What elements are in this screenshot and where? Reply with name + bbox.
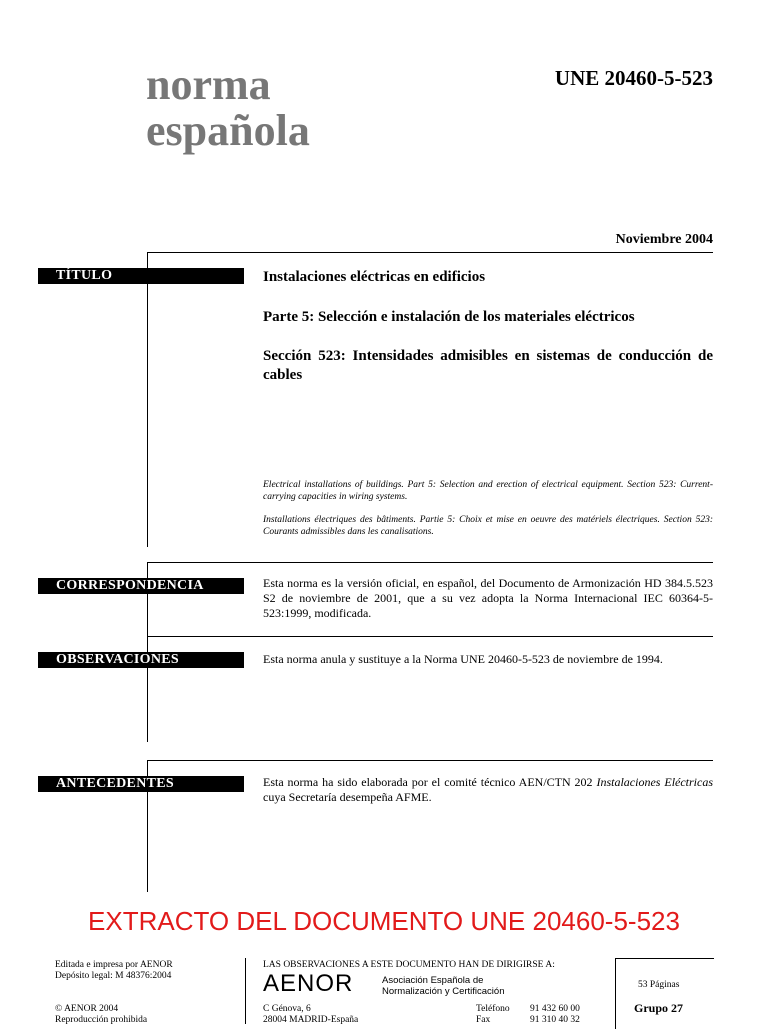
english-title: Electrical installations of buildings. Part 5: Selection and erection of electrical equipment. Section 523: Current-carrying capacities in wiring systems. bbox=[263, 480, 713, 502]
divider-horizontal bbox=[147, 562, 713, 563]
document-section: Sección 523: Intensidades admisibles en sistemas de conducción de cables bbox=[263, 348, 713, 383]
aenor-full-name bbox=[382, 975, 504, 997]
titulo-label: TÍTULO bbox=[38, 268, 244, 284]
aenor-name-line-2: Normalización y Certificación bbox=[382, 986, 505, 997]
fax-number: 91 310 40 32 bbox=[530, 1015, 580, 1025]
antecedentes-text-start: Esta norma ha sido elaborada por el comité técnico AEN/CTN 202 bbox=[263, 775, 597, 789]
page-count: 53 Páginas bbox=[638, 980, 680, 990]
pages-box bbox=[615, 958, 714, 1029]
divider-vertical bbox=[147, 636, 148, 652]
observaciones-label: OBSERVACIONES bbox=[38, 652, 244, 668]
divider-vertical bbox=[147, 284, 148, 547]
antecedentes-label: ANTECEDENTES bbox=[38, 776, 244, 792]
correspondencia-label: CORRESPONDENCIA bbox=[38, 578, 244, 594]
edited-by: Editada e impresa por AENOR bbox=[55, 960, 173, 970]
standard-number: UNE 20460-5-523 bbox=[554, 66, 713, 90]
brand-title bbox=[146, 62, 310, 154]
legal-deposit: Depósito legal: M 48376:2004 bbox=[55, 971, 172, 981]
phone-number: 91 432 60 00 bbox=[530, 1004, 580, 1014]
footer-divider bbox=[245, 958, 246, 1024]
fax-label: Fax bbox=[476, 1015, 491, 1025]
divider-vertical bbox=[147, 668, 148, 742]
observaciones-text: Esta norma anula y sustituye a la Norma UNE 20460-5-523 de noviembre de 1994. bbox=[263, 652, 663, 666]
document-date: Noviembre 2004 bbox=[615, 232, 713, 247]
french-title: Installations électriques des bâtiments. Partie 5: Choix et mise en oeuvre des matériels électriques. Section 523: Courants admissibles dans les canalisations. bbox=[263, 515, 713, 537]
divider-horizontal bbox=[147, 636, 713, 637]
aenor-name-line-1: Asociación Española de bbox=[382, 975, 484, 986]
antecedentes-text-end: cuya Secretaría desempeña AFME. bbox=[263, 790, 432, 804]
divider-horizontal bbox=[147, 252, 713, 253]
observations-note: LAS OBSERVACIONES A ESTE DOCUMENTO HAN DE DIRIGIRSE A: bbox=[263, 960, 555, 970]
document-title: Instalaciones eléctricas en edificios bbox=[263, 269, 486, 285]
divider-vertical bbox=[147, 594, 148, 636]
divider-vertical bbox=[147, 562, 148, 578]
antecedentes-text bbox=[263, 775, 713, 805]
price-group: Grupo 27 bbox=[634, 1001, 684, 1015]
copyright: © AENOR 2004 bbox=[55, 1004, 119, 1014]
correspondencia-text: Esta norma es la versión oficial, en español, del Documento de Armonización HD 384.5.523 S2 de noviembre de 2001, que a su vez adopta la Norma Internacional IEC 60364-5-523:1999, modificada. bbox=[263, 576, 713, 620]
divider-horizontal bbox=[147, 760, 713, 761]
brand-line-2: española bbox=[146, 106, 310, 155]
address-line-2: 28004 MADRID-España bbox=[263, 1015, 359, 1025]
aenor-logo: AENOR bbox=[263, 970, 354, 997]
address-line-1: C Génova, 6 bbox=[263, 1004, 311, 1014]
divider-vertical bbox=[147, 252, 148, 268]
divider-vertical bbox=[147, 792, 148, 892]
brand-line-1: norma bbox=[146, 60, 271, 109]
document-part: Parte 5: Selección e instalación de los materiales eléctricos bbox=[263, 309, 635, 325]
committee-name: Instalaciones Eléctricas bbox=[596, 775, 714, 789]
extract-banner: EXTRACTO DEL DOCUMENTO UNE 20460-5-523 bbox=[88, 906, 680, 936]
phone-label: Teléfono bbox=[476, 1004, 510, 1014]
reproduction-notice: Reproducción prohibida bbox=[55, 1015, 148, 1025]
divider-vertical bbox=[147, 760, 148, 776]
